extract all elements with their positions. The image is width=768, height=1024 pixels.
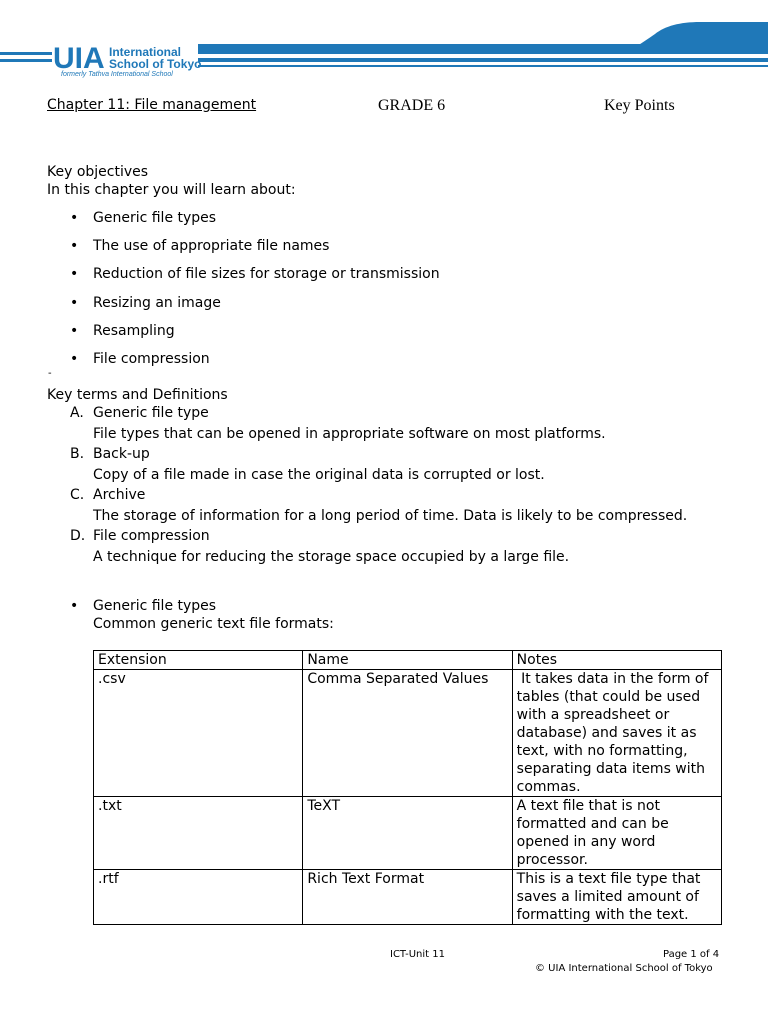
column-header-name: Name — [303, 651, 512, 670]
table-row — [94, 797, 722, 870]
term-letter: B. — [70, 446, 85, 462]
logo-mark: UIA — [53, 42, 105, 75]
cell-extension: .rtf — [94, 870, 303, 925]
cell-name: Comma Separated Values — [303, 670, 512, 797]
key-points-label: Key Points — [604, 97, 675, 114]
logo-subtitle: formerly Tathva International School — [61, 71, 173, 78]
objectives-intro: In this chapter you will learn about: — [47, 182, 296, 198]
cell-extension: .csv — [94, 670, 303, 797]
column-header-extension: Extension — [94, 651, 303, 670]
grade-label: GRADE 6 — [378, 97, 446, 114]
terms-heading: Key terms and Definitions — [47, 387, 228, 403]
title-row — [47, 97, 727, 117]
term-definition: File types that can be opened in appropriate software on most platforms. — [93, 426, 606, 442]
cell-notes: This is a text file type that saves a limited amount of formatting with the text. — [512, 870, 721, 925]
term-definition: The storage of information for a long period of time. Data is likely to be compressed. — [93, 508, 688, 524]
bullet-icon: • — [70, 210, 79, 226]
column-header-notes: Notes — [512, 651, 721, 670]
table-row — [94, 670, 722, 797]
footer-unit: ICT-Unit 11 — [390, 949, 445, 960]
objectives-heading: Key objectives — [47, 164, 149, 180]
footer-page-number: Page 1 of 4 — [663, 949, 720, 960]
term-name: File compression — [93, 528, 210, 544]
bullet-icon: • — [70, 598, 79, 614]
cell-notes: It takes data in the form of tables (that could be used with a spreadsheet or database) and saves it as text, with no formatting, separating data items with commas. — [512, 670, 721, 797]
stray-mark: - — [48, 368, 52, 379]
term-name: Back-up — [93, 446, 150, 462]
objective-item: The use of appropriate file names — [93, 238, 330, 254]
objective-item: Resampling — [93, 323, 175, 339]
footer-copyright: © UIA International School of Tokyo — [535, 963, 713, 974]
bullet-icon: • — [70, 351, 79, 367]
bullet-icon: • — [70, 295, 79, 311]
objective-item: Generic file types — [93, 210, 217, 226]
cell-extension: .txt — [94, 797, 303, 870]
logo-school-name — [109, 46, 201, 70]
objective-item: Resizing an image — [93, 295, 221, 311]
section-subtitle: Common generic text file formats: — [93, 616, 334, 632]
chapter-title: Chapter 11: File management — [47, 97, 257, 113]
cell-name: Rich Text Format — [303, 870, 512, 925]
term-letter: D. — [70, 528, 86, 544]
section-title: Generic file types — [93, 598, 217, 614]
term-letter: C. — [70, 487, 85, 503]
file-formats-table — [93, 650, 722, 925]
term-name: Generic file type — [93, 405, 209, 421]
header-banner — [0, 0, 768, 84]
table-header-row — [94, 651, 722, 670]
bullet-icon: • — [70, 238, 79, 254]
term-letter: A. — [70, 405, 84, 421]
table-row — [94, 870, 722, 925]
logo-name-line2: School of Tokyo — [109, 57, 202, 71]
logo-name-line1: International — [109, 45, 182, 59]
term-definition: A technique for reducing the storage space occupied by a large file. — [93, 549, 570, 565]
cell-name: TeXT — [303, 797, 512, 870]
objective-item: Reduction of file sizes for storage or transmission — [93, 266, 440, 282]
cell-notes: A text file that is not formatted and can be opened in any word processor. — [512, 797, 721, 870]
term-definition: Copy of a file made in case the original data is corrupted or lost. — [93, 467, 545, 483]
bullet-icon: • — [70, 266, 79, 282]
objective-item: File compression — [93, 351, 210, 367]
term-name: Archive — [93, 487, 146, 503]
bullet-icon: • — [70, 323, 79, 339]
